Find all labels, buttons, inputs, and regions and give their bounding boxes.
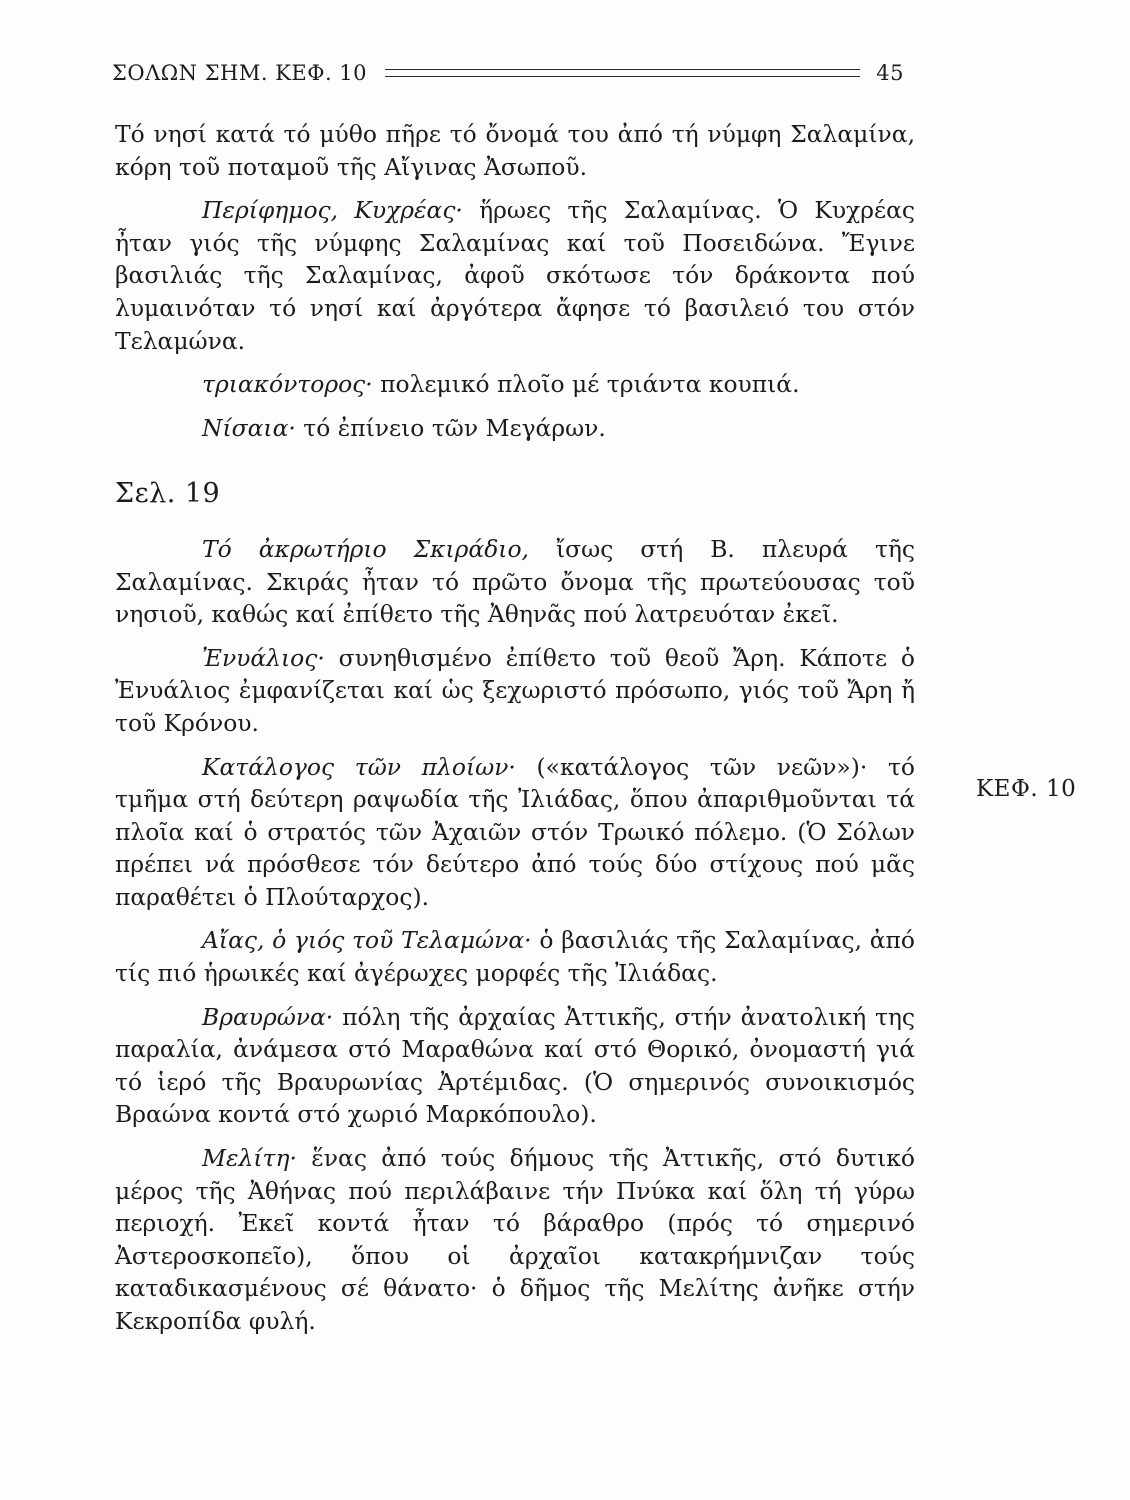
body-text [115,118,915,1349]
note-term: Τό ἀκρωτήριο Σκιράδιο, [202,534,529,563]
note-text: Τό νησί κατά τό μύθο πῆρε τό ὄνομά του ἀπό τή νύμφη Σαλαμίνα, κόρη τοῦ ποταμοῦ τῆς Αἴγινας Ἀσωποῦ. [115,120,915,181]
note-term: Ἐνυάλιος· [202,643,325,672]
note-entry [115,924,915,989]
note-entry [115,1142,915,1338]
note-entry [115,642,915,740]
note-entry [115,1001,915,1131]
note-term: Κατάλογος τῶν πλοίων· [202,752,516,781]
note-entry [115,368,915,401]
note-text: τό ἐπίνειο τῶν Μεγάρων. [303,413,606,442]
note-entry [115,533,915,631]
note-entry [115,194,915,357]
header-double-rule [385,69,860,77]
note-text: συνηθισμένο ἐπίθετο τοῦ θεοῦ Ἄρη. Κάποτε ὁ Ἐνυάλιος ἐμφανίζεται καί ὡς ξεχωριστό πρόσωπο, γιός τοῦ Ἄρη ἤ τοῦ Κρόνου. [115,643,916,737]
note-text: ἥρωες τῆς Σαλαμίνας. Ὁ Κυχρέας ἦταν γιός τῆς νύμφης Σαλαμίνας καί τοῦ Ποσειδώνα. Ἔγινε βασιλιάς τῆς Σαλαμίνας, ἀφοῦ σκότωσε τόν δράκοντα πού λυμαινόταν τό νησί καί ἀργότερα ἄφησε τό βασιλειό του στόν Τελαμώνα. [115,196,915,355]
note-term: Περίφημος, Κυχρέας· [202,196,463,225]
section-heading: Σελ. 19 [115,478,221,510]
note-entry [115,118,915,183]
note-text: πολεμικό πλοῖο μέ τριάντα κουπιά. [380,370,800,399]
note-entry [115,412,915,445]
note-term: Νίσαια· [202,413,296,442]
note-text: («κατάλογος τῶν νεῶν»)· τό τμῆμα στή δεύτερη ραψωδία τῆς Ἰλιάδας, ὅπου ἀπαριθμοῦνται τά πλοῖα καί ὁ στρατός τῶν Ἀχαιῶν στόν Τρωικό πόλεμο. (Ὁ Σόλων πρέπει νά πρόσθεσε τόν δεύτερο ἀπό τούς δύο στίχους πού μᾶς παραθέτει ὁ Πλούταρχος). [115,752,916,911]
note-entry [115,751,915,914]
margin-chapter-note: ΚΕΦ. 10 [976,776,1077,802]
note-term: Μελίτη· [202,1144,297,1173]
running-head [112,58,904,88]
note-term: Αἴας, ὁ γιός τοῦ Τελαμώνα· [202,926,532,955]
note-text: ἴσως στή Β. πλευρά τῆς Σαλαμίνας. Σκιράς ἦταν τό πρῶτο ὄνομα τῆς πρωτεύουσας τοῦ νησιοῦ, καθώς καί ἐπίθετο τῆς Ἀθηνᾶς πού λατρευόταν ἐκεῖ. [115,534,916,629]
note-text: πόλη τῆς ἀρχαίας Ἀττικῆς, στήν ἀνατολική της παραλία, ἀνάμεσα στό Μαραθώνα καί στό Θορικό, ὀνομαστή γιά τό ἱερό τῆς Βραυρωνίας Ἀρτέμιδας. (Ὁ σημερινός συνοικισμός Βραώνα κοντά στό χωριό Μαρκόπουλο). [115,1002,916,1129]
note-text: ὁ βασιλιάς τῆς Σαλαμίνας, ἀπό τίς πιό ἡρωικές καί ἀγέρωχες μορφές τῆς Ἰλιάδας. [115,926,916,988]
note-text: ἕνας ἀπό τούς δήμους τῆς Ἀττικῆς, στό δυτικό μέρος τῆς Ἀθήνας πού περιλάβαινε τήν Πνύκα καί ὅλη τή γύρω περιοχή. Ἐκεῖ κοντά ἦταν τό βάραθρο (πρός τό σημερινό Ἀστεροσκοπεῖο), ὅπου οἱ ἀρχαῖοι κατακρήμνιζαν τούς καταδικασμένους σέ θάνατο· ὁ δῆμος τῆς Μελίτης ἀνῆκε στήν Κεκροπίδα φυλή. [115,1144,915,1335]
page-number: 45 [876,61,904,85]
note-term: Βραυρώνα· [202,1002,334,1031]
running-title: ΣΟΛΩΝ ΣΗΜ. ΚΕΦ. 10 [112,61,368,85]
note-term: τριακόντορος· [202,370,373,399]
